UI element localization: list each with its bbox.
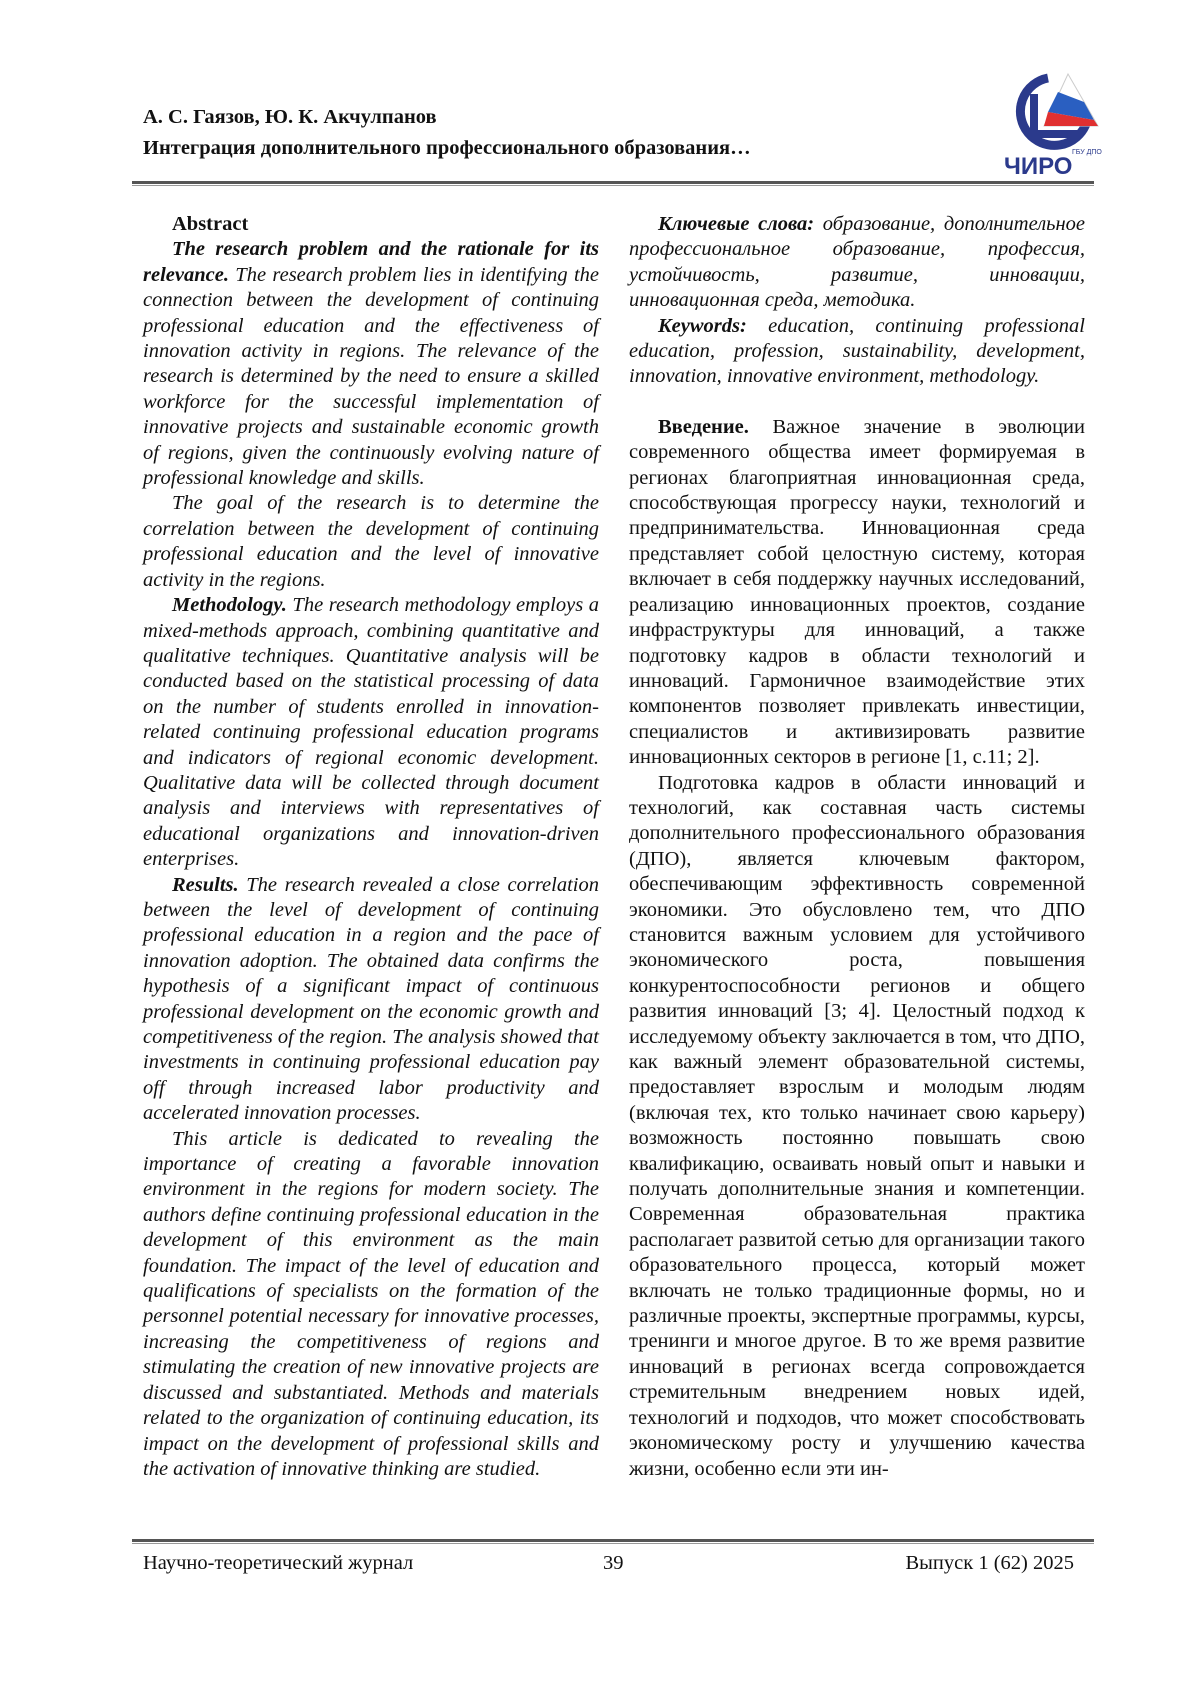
- header-rule: [132, 181, 1094, 186]
- keywords-ru-text: образование, дополнительное профессиональное образование, профессия, устойчивость, развитие, инновации, инновационная среда, методика.: [629, 213, 1085, 311]
- abstract-paragraph: [143, 491, 599, 593]
- footer-rule: [132, 1539, 1094, 1544]
- abstract-heading: Abstract: [143, 212, 599, 237]
- paragraph-text: Подготовка кадров в области инноваций и технологий, как составная часть системы дополнительного профессионального образования (ДПО), является ключевым фактором, обеспечивающим эффективность современной экономики. Это обусловлено тем, что ДПО становится важным условием для устойчивого экономического роста, повышения конкурентоспособности регионов и общего развития инноваций [3; 4]. Целостный подход к исследуемому объекту заключается в том, что ДПО, как важный элемент образовательной системы, предоставляет взрослым и молодым людям (включая тех, кто только начинает свою карьеру) возможность постоянно повышать свою квалификацию, осваивать новый опыт и навыки и получать дополнительные знания и компетенции. Современная образовательная практика располагает развитой сетью для организации такого образовательного процесса, который может включать не только традиционные формы, но и различные проекты, экспертные программы, курсы, тренинги и многое другое. В то же время развитие инноваций в регионах всегда сопровождается стремительным внедрением новых идей, технологий и подходов, что может способствовать экономическому росту и улучшению качества жизни, особенно если эти ин-: [629, 772, 1085, 1480]
- intro-label: Введение.: [658, 416, 749, 438]
- main-column: [629, 212, 1085, 1482]
- paragraph-text: The research methodology employs a mixed-methods approach, combining quantitative and qualitative techniques. Quantitative analysis will be conducted based on the statistical processing of data on the number of students enrolled in innovation-related continuing professional education programs and indicators of regional economic development. Qualitative data will be collected through document analysis and interviews with representatives of educational organizations and innovation-driven enterprises.: [143, 594, 599, 870]
- logo-subtext: ГБУ ДПО: [1072, 149, 1102, 156]
- article-title: Интеграция дополнительного профессионального образования…: [143, 133, 751, 164]
- issue-info: Выпуск 1 (62) 2025: [905, 1552, 1074, 1575]
- intro-paragraph: [629, 771, 1085, 1482]
- authors: А. С. Гаязов, Ю. К. Акчулпанов: [143, 102, 751, 133]
- abstract-paragraph: [143, 873, 599, 1127]
- chiro-logo: [1000, 68, 1105, 178]
- keywords-ru: [629, 212, 1085, 314]
- logo-graphic: [1000, 68, 1105, 178]
- page-number: 39: [603, 1552, 624, 1575]
- abstract-column: [143, 212, 599, 1482]
- abstract-paragraph: [143, 237, 599, 491]
- paragraph-text: This article is dedicated to revealing the importance of creating a favorable innovation environment in the regions for modern society. The authors define continuing professional education in the development of this environment as the main foundation. The impact of the level of education and qualifications of specialists on the formation of the personnel potential necessary for innovative processes, increasing the competitiveness of regions and stimulating the creation of new innovative projects are discussed and substantiated. Methods and materials related to the organization of continuing education, its impact on the development of professional skills and the activation of innovative thinking are studied.: [143, 1128, 599, 1480]
- abstract-paragraph: [143, 1127, 599, 1483]
- logo-text: ЧИРО: [1004, 153, 1072, 178]
- keywords-en: [629, 314, 1085, 390]
- intro-paragraph: [629, 415, 1085, 771]
- keywords-en-label: Keywords:: [658, 315, 747, 337]
- paragraph-lead: The research problem and the rationale for its relevance.: [143, 238, 599, 285]
- abstract-paragraph: [143, 593, 599, 872]
- paragraph-lead: Methodology.: [172, 594, 287, 616]
- paragraph-text: Важное значение в эволюции современного общества имеет формируемая в регионах благоприятная инновационная среда, способствующая прогрессу науки, технологий и предпринимательства. Инновационная среда представляет собой целостную систему, которая включает в себя поддержку научных исследований, реализацию инновационных проектов, создание инфраструктуры для инноваций, а также подготовку кадров в области технологий и инноваций. Гармоничное взаимодействие этих компонентов позволяет привлекать инвестиции, специалистов и активизировать развитие инновационных секторов в регионе [1, с.11; 2].: [629, 416, 1085, 768]
- journal-name: Научно-теоретический журнал: [143, 1552, 413, 1575]
- paragraph-text: The research problem lies in identifying the connection between the development of continuing professional education and the effectiveness of innovation activity in regions. The relevance of the research is determined by the need to ensure a skilled workforce for the successful implementation of innovative projects and sustainable economic growth of regions, given the continuously evolving nature of professional knowledge and skills.: [143, 264, 599, 489]
- keywords-ru-label: Ключевые слова:: [658, 213, 814, 235]
- keywords-en-text: education, continuing professional education, profession, sustainability, development, innovation, innovative environment, methodology.: [629, 315, 1085, 388]
- paragraph-text: The goal of the research is to determine the correlation between the development of continuing professional education and the level of innovative activity in the regions.: [143, 492, 599, 590]
- paragraph-lead: Results.: [172, 874, 239, 896]
- paragraph-text: The research revealed a close correlation between the level of development of continuing professional education in a region and the pace of innovation adoption. The obtained data confirms the hypothesis of a significant impact of continuous professional development on the economic growth and competitiveness of the region. The analysis showed that investments in continuing professional education pay off through increased labor productivity and accelerated innovation processes.: [143, 874, 599, 1125]
- running-header: [143, 102, 751, 164]
